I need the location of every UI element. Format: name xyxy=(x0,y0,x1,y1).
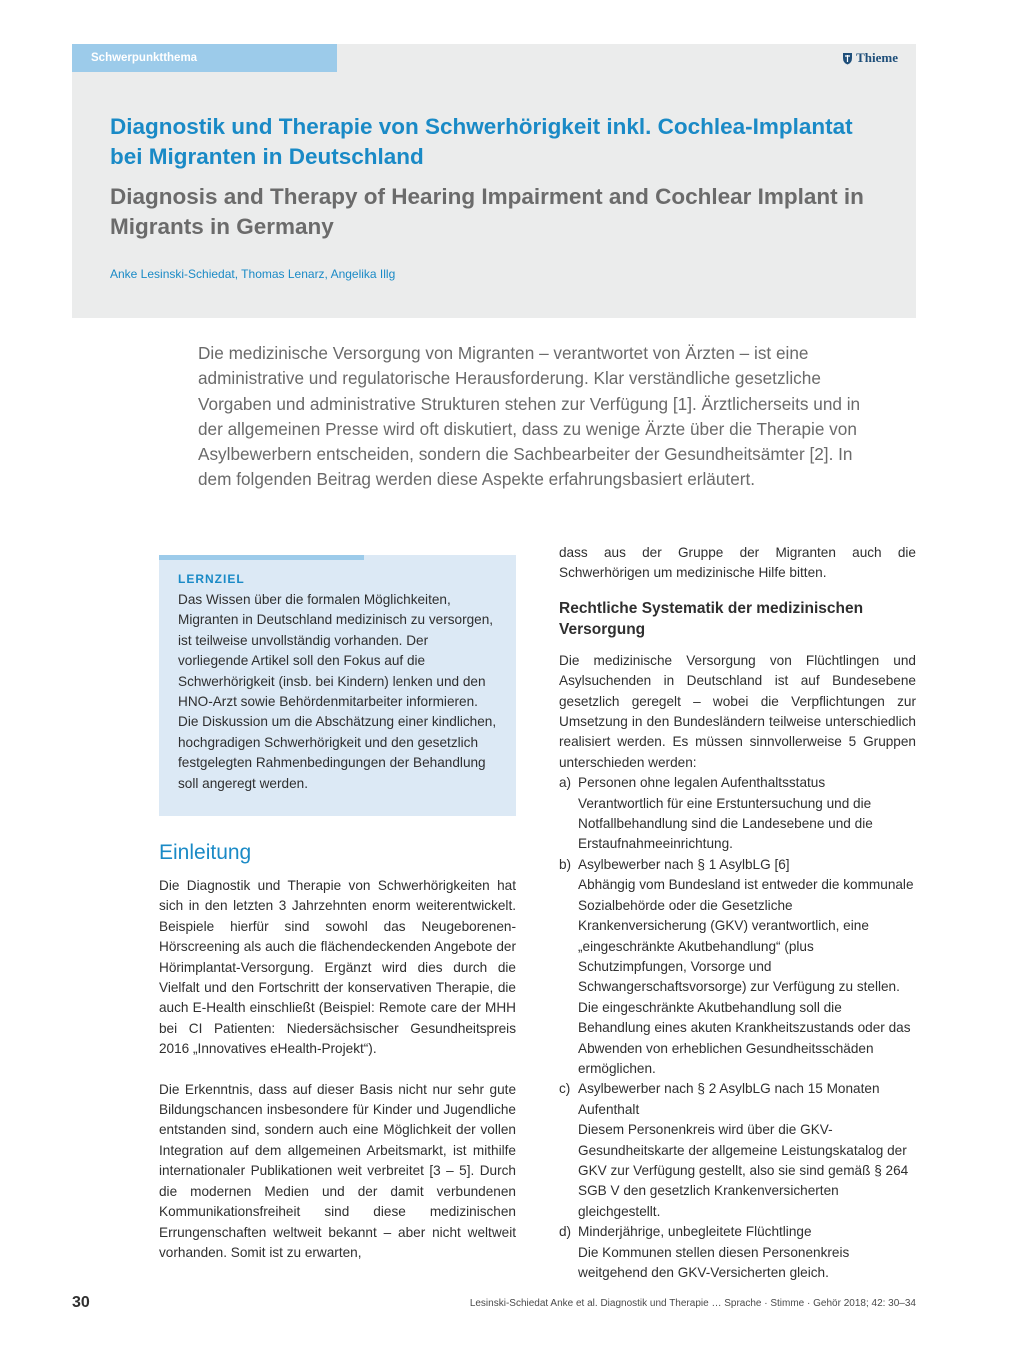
list-item xyxy=(559,1222,916,1283)
continuation-paragraph: dass aus der Gruppe der Migranten auch die Schwerhörigen um medizinische Hilfe bitten. xyxy=(559,545,916,581)
lernziel-text: Das Wissen über die formalen Möglichkeiten, Migranten in Deutschland medizinisch zu versorgen, ist teilweise unvollständig vorhanden. Der vorliegende Artikel soll den Fokus auf die Schwerhörigkeit (insb. bei Kindern) lenken und den HNO-Arzt sowie Behördenmitarbeiter informieren. Die Diskussion um die Abschätzung einer kindlichen, hochgradigen Schwerhörigkeit und den gesetzlich festgelegten Rahmenbedingungen der Behandlung soll angeregt werden. xyxy=(178,592,497,791)
publisher-name: Thieme xyxy=(856,50,898,65)
einleitung-paragraph-1: Die Diagnostik und Therapie von Schwerhörigkeiten hat sich in den letzten 3 Jahrzehnten enorm weiterentwickelt. Beispiele hierfür sind sowohl das Neugeborenen-Hörscreening als auch die flächendeckenden Angebote der Hörimplantat-Versorgung. Ergänzt wird dies durch die Vielfalt und den Fortschritt der konservativen Therapie, die auch E-Health einschließt (Beispiel: Remote care der MHH bei CI Patienten: Niedersächsischer Gesundheitspreis 2016 „Innovatives eHealth-Projekt“). xyxy=(159,878,516,1057)
title-english: Diagnosis and Therapy of Hearing Impairment and Cochlear Implant in Migrants in Germany xyxy=(110,184,864,239)
title-block xyxy=(72,72,916,318)
section-heading-rechtliche-systematik: Rechtliche Systematik der medizinischen Versorgung xyxy=(559,599,864,639)
list-item-text: Die Kommunen stellen diesen Personenkreis weitgehend den GKV-Versicherten gleich. xyxy=(578,1244,850,1280)
top-bar xyxy=(72,44,916,72)
list-item xyxy=(559,773,916,855)
list-item-text: Diesem Personenkreis wird über die GKV-Gesundheitskarte der allgemeine Leistungskatalog der GKV zur Verfügung gestellt, also sie sind gemäß § 264 SGB V den gesetzlich Krankenversicherten gleichgestellt. xyxy=(578,1122,909,1219)
list-item-title: Minderjährige, unbegleitete Flüchtlinge xyxy=(578,1224,812,1240)
list-item-text: Abhängig vom Bundesland ist entweder die kommunale Sozialbehörde oder die Gesetzliche Krankenversicherung (GKV) verantwortlich, eine „eingeschränkte Akutbehandlung“ (plus Schutzimpfungen, Vorsorge und Schwangerschaftsvorsorge) zur Verfügung zu stellen. Die eingeschränkte Akutbehandlung soll die Behandlung eines akuten Krankheitszustands oder das Abwenden von erheblichen Gesundheitsschäden ermöglichen. xyxy=(578,877,914,1076)
publisher-logo xyxy=(842,50,898,66)
list-item-title: Asylbewerber nach § 2 AsylbLG nach 15 Monaten Aufenthalt xyxy=(578,1081,880,1117)
page-number: 30 xyxy=(72,1294,90,1311)
footer-citation: Lesinski-Schiedat Anke et al. Diagnostik und Therapie … Sprache · Stimme · Gehör 2018; 42: 30–34 xyxy=(469,1298,916,1309)
list-item-title: Asylbewerber nach § 1 AsylbLG [6] xyxy=(578,856,790,872)
left-column xyxy=(159,838,516,1263)
list-item-text: Verantwortlich für eine Erstuntersuchung und die Notfallbehandlung sind die Landesebene und die Erstaufnahmeeinrichtung. xyxy=(578,795,873,852)
authors: Anke Lesinski-Schiedat, Thomas Lenarz, Angelika Illg xyxy=(110,267,396,281)
lernziel-accent-bar xyxy=(159,555,364,560)
section-heading-einleitung: Einleitung xyxy=(159,841,252,864)
section-tag: Schwerpunktthema xyxy=(72,44,337,72)
list-label: a) xyxy=(559,775,572,791)
systematik-paragraph: Die medizinische Versorgung von Flüchtlingen und Asylsuchenden in Deutschland ist auf Bundesebene gesetzlich geregelt – wobei die Verpflichtungen zur Umsetzung in den Bundesländern teilweise unterschiedlich realisiert werden. Es müssen sinnvollerweise 5 Gruppen unterschieden werden: xyxy=(559,652,916,770)
lernziel-heading: LERNZIEL xyxy=(178,572,245,586)
list-item-title: Personen ohne legalen Aufenthaltsstatus xyxy=(578,775,826,791)
list-item xyxy=(559,855,916,1079)
thieme-crest-icon xyxy=(842,52,853,65)
list-item xyxy=(559,1079,916,1222)
einleitung-paragraph-2: Die Erkenntnis, dass auf dieser Basis nicht nur sehr gute Bildungschancen insbesondere für Kinder und Jugendliche entstanden sind, sondern auch eine Möglichkeit der vollen Integration auf dem allgemeinen Arbeitsmarkt, ist mithilfe internationaler Publikationen weit verbreitet [3 – 5]. Durch die modernen Medien und der damit verbundenen Kommunikationsfreiheit sind diese medizinischen Errungenschaften weltweit bekannt – aber nicht weltweit vorhanden. Somit ist zu erwarten, xyxy=(159,1081,516,1260)
title-german: Diagnostik und Therapie von Schwerhörigkeit inkl. Cochlea-Implantat bei Migranten in Deutschland xyxy=(110,114,853,169)
group-list xyxy=(559,773,916,1283)
abstract: Die medizinische Versorgung von Migranten – verantwortet von Ärzten – ist eine administrative und regulatorische Herausforderung. Klar verständliche gesetzliche Vorgaben und administrative Strukturen stehen zur Verfügung [1]. Ärztlicherseits und in der allgemeinen Presse wird oft diskutiert, dass zu wenige Ärzte über die Therapie von Asylbewerbern entscheiden, sondern die Sachbearbeiter der Gesundheitsämter [2]. In dem folgenden Beitrag werden diese Aspekte erfahrungsbasiert erläutert. xyxy=(198,343,861,490)
lernziel-box xyxy=(159,555,516,816)
list-label: b) xyxy=(559,856,572,872)
list-label: d) xyxy=(559,1224,572,1240)
right-column xyxy=(559,543,916,1283)
list-label: c) xyxy=(559,1081,571,1097)
